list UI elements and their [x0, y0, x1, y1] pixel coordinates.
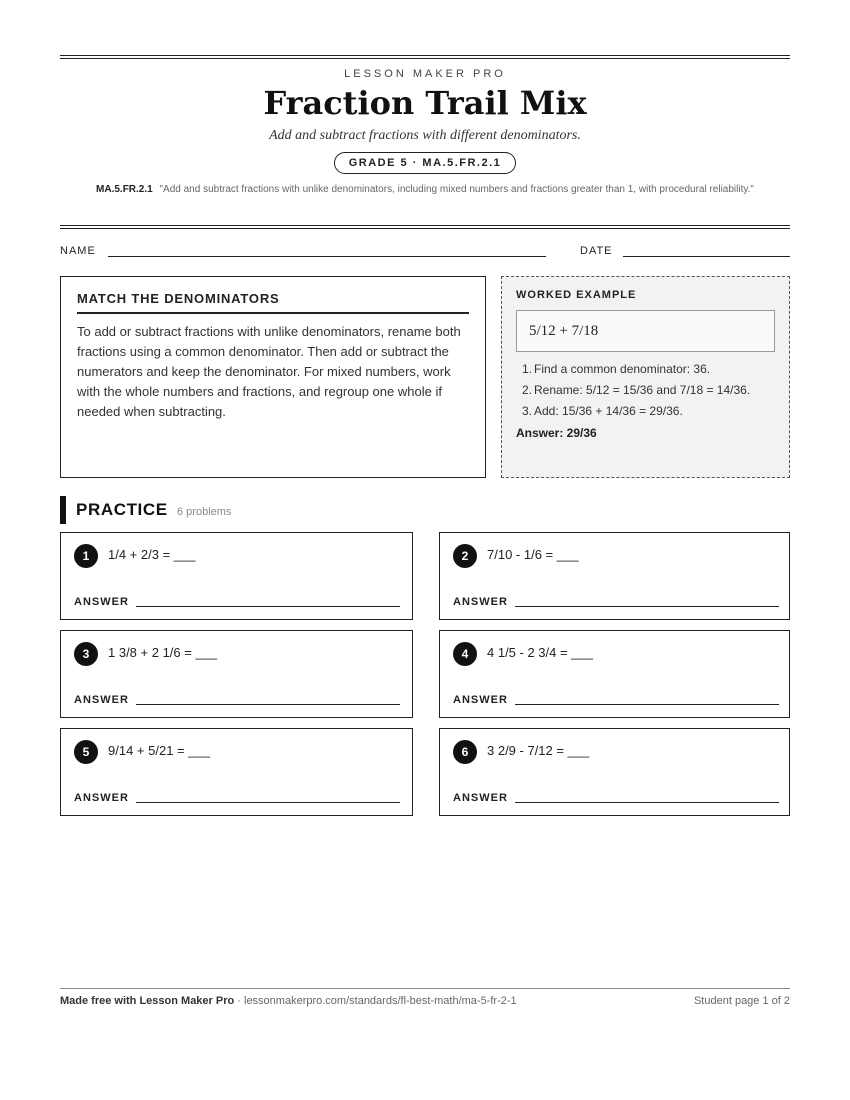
problem-number-badge: 4 — [453, 642, 477, 666]
date-label: DATE — [580, 245, 613, 257]
problem-card-4 — [439, 630, 790, 718]
top-double-rule — [60, 55, 790, 59]
problem-card-1 — [60, 532, 413, 620]
worked-example-answer: Answer: 29/36 — [516, 426, 597, 440]
problem-expression: 7/10 - 1/6 = ___ — [487, 547, 579, 562]
problem-expression: 1 3/8 + 2 1/6 = ___ — [108, 645, 218, 660]
worksheet-subtitle: Add and subtract fractions with different denominators. — [269, 128, 581, 143]
standard-text: "Add and subtract fractions with unlike denominators, including mixed numbers and fractions greater than 1, with procedural reliability." — [159, 184, 754, 195]
practice-title: PRACTICE — [76, 500, 168, 519]
problem-number-badge: 3 — [74, 642, 98, 666]
worked-example-step: 1. Find a common denominator: 36. — [522, 362, 711, 376]
answer-line[interactable] — [515, 704, 779, 705]
footer-made-with: Made free with Lesson Maker Pro — [60, 995, 235, 1007]
footer-url[interactable]: · lessonmakerpro.com/standards/fl-best-math/ma-5-fr-2-1 — [234, 995, 517, 1007]
problem-number-badge: 6 — [453, 740, 477, 764]
brand-name: LESSON MAKER PRO — [344, 68, 506, 80]
worked-example-steps — [516, 360, 775, 421]
instructions-title: MATCH THE DENOMINATORS — [77, 291, 469, 314]
worksheet-title: Fraction Trail Mix — [263, 84, 587, 122]
problem-card-5 — [60, 728, 413, 816]
worked-example-step: 2. Rename: 5/12 = 15/36 and 7/18 = 14/36. — [522, 383, 751, 397]
header-bottom-rule — [60, 225, 790, 229]
answer-label: ANSWER — [74, 694, 129, 706]
footer-rule — [60, 988, 790, 989]
grade-badge-wrap — [60, 152, 790, 174]
problem-card-3 — [60, 630, 413, 718]
name-label: NAME — [60, 245, 96, 257]
answer-line[interactable] — [515, 606, 779, 607]
date-field-line[interactable] — [623, 256, 790, 257]
problem-number-badge: 2 — [453, 544, 477, 568]
worked-example-title: WORKED EXAMPLE — [516, 289, 637, 301]
problem-number-badge: 5 — [74, 740, 98, 764]
footer — [60, 995, 790, 1007]
footer-page-number: Student page 1 of 2 — [693, 995, 790, 1007]
standard-code: MA.5.FR.2.1 — [96, 184, 153, 195]
problem-expression: 1/4 + 2/3 = ___ — [108, 547, 196, 562]
answer-line[interactable] — [515, 802, 779, 803]
worked-example-box — [501, 276, 790, 478]
instructions-body: To add or subtract fractions with unlike denominators, rename both fractions using a common denominator. Then add or subtract the numerators and keep the denominator. For mixed numbers, work with the whole numbers and fractions, and regroup one whole if needed when subtracting. — [77, 324, 461, 419]
practice-accent-bar — [60, 496, 66, 524]
practice-count: 6 problems — [177, 506, 232, 518]
problem-card-2 — [439, 532, 790, 620]
answer-line[interactable] — [136, 704, 400, 705]
worked-example-expression: 5/12 + 7/18 — [516, 310, 775, 352]
problem-expression: 4 1/5 - 2 3/4 = ___ — [487, 645, 593, 660]
answer-label: ANSWER — [74, 792, 129, 804]
answer-line[interactable] — [136, 802, 400, 803]
answer-line[interactable] — [136, 606, 400, 607]
answer-label: ANSWER — [74, 596, 129, 608]
worked-example-step: 3. Add: 15/36 + 14/36 = 29/36. — [522, 404, 683, 418]
standard-description — [60, 182, 790, 197]
answer-label: ANSWER — [453, 596, 508, 608]
student-info-row — [60, 245, 790, 261]
grade-badge: GRADE 5 · MA.5.FR.2.1 — [334, 152, 517, 174]
name-field-line[interactable] — [108, 256, 546, 257]
problem-expression: 3 2/9 - 7/12 = ___ — [487, 743, 590, 758]
problem-expression: 9/14 + 5/21 = ___ — [108, 743, 210, 758]
practice-header — [60, 496, 790, 524]
instructions-box — [60, 276, 486, 478]
problem-card-6 — [439, 728, 790, 816]
answer-label: ANSWER — [453, 792, 508, 804]
answer-label: ANSWER — [453, 694, 508, 706]
problem-number-badge: 1 — [74, 544, 98, 568]
